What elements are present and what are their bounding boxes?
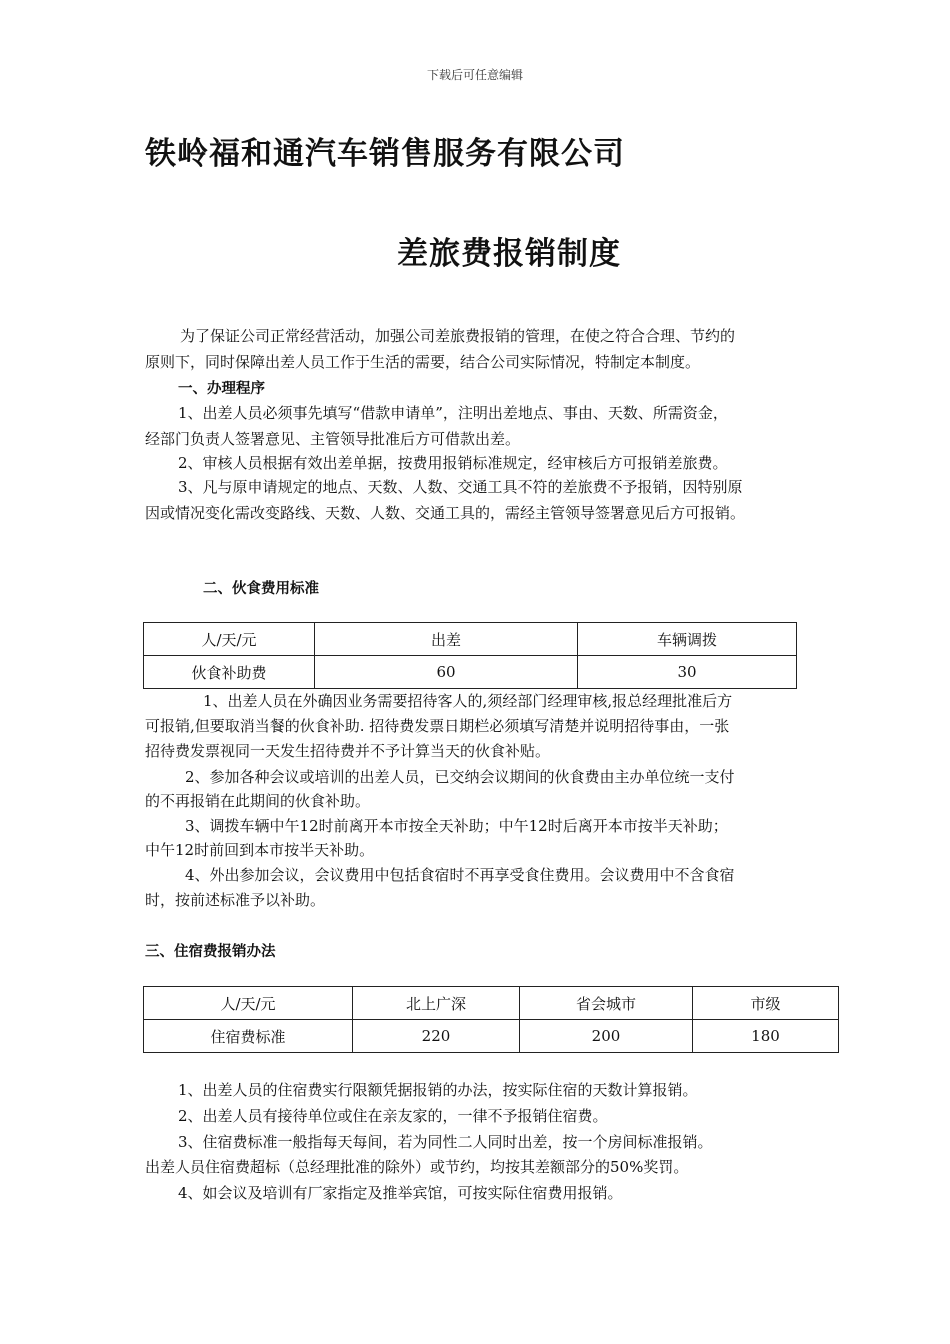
paragraph-line: 2、审核人员根据有效出差单据，按费用报销标准规定，经审核后方可报销差旅费。 xyxy=(178,454,728,472)
table-cell: 180 xyxy=(693,1020,839,1053)
paragraph-line: 出差人员住宿费超标（总经理批准的除外）或节约，均按其差额部分的50%奖罚。 xyxy=(145,1158,689,1176)
table-cell: 30 xyxy=(578,656,797,689)
table-cell: 220 xyxy=(353,1020,520,1053)
table-cell: 伙食补助费 xyxy=(144,656,315,689)
table-cell: 200 xyxy=(520,1020,693,1053)
table-cell: 出差 xyxy=(315,623,578,656)
document-title: 差旅费报销制度 xyxy=(397,236,621,272)
table-cell: 人/天/元 xyxy=(144,623,315,656)
paragraph-line: 可报销,但要取消当餐的伙食补助. 招待费发票日期栏必须填写清楚并说明招待事由，一张 xyxy=(145,717,730,735)
header-note: 下载后可任意编辑 xyxy=(426,68,523,82)
paragraph-line: 3、凡与原申请规定的地点、天数、人数、交通工具不符的差旅费不予报销，因特别原 xyxy=(178,478,743,496)
paragraph-line: 1、出差人员的住宿费实行限额凭据报销的办法，按实际住宿的天数计算报销。 xyxy=(178,1081,698,1099)
table-cell: 60 xyxy=(315,656,578,689)
paragraph-line: 时，按前述标准予以补助。 xyxy=(145,891,326,909)
section-heading-procedure: 一、办理程序 xyxy=(178,381,265,397)
meal-standard-table xyxy=(143,622,797,689)
table-row xyxy=(144,1020,839,1053)
table-cell: 省会城市 xyxy=(520,987,693,1020)
paragraph-line: 2、参加各种会议或培训的出差人员，已交纳会议期间的伙食费由主办单位统一支付 xyxy=(185,768,735,786)
table-row xyxy=(144,987,839,1020)
section-heading-meals: 二、伙食费用标准 xyxy=(203,581,319,597)
table-row xyxy=(144,623,797,656)
table-cell: 市级 xyxy=(693,987,839,1020)
paragraph-line: 4、外出参加会议，会议费用中包括食宿时不再享受食住费用。会议费用中不含食宿 xyxy=(185,866,735,884)
paragraph-line: 招待费发票视同一天发生招待费并不予计算当天的伙食补贴。 xyxy=(145,742,551,760)
section-heading-lodging: 三、住宿费报销办法 xyxy=(145,944,276,960)
paragraph-line: 3、调拨车辆中午12时前离开本市按全天补助；中午12时后离开本市按半天补助； xyxy=(185,817,728,835)
paragraph-line: 的不再报销在此期间的伙食补助。 xyxy=(145,792,371,810)
table-cell: 车辆调拨 xyxy=(578,623,797,656)
paragraph-line: 3、住宿费标准一般指每天每间，若为同性二人同时出差，按一个房间标准报销。 xyxy=(178,1133,713,1151)
paragraph-line: 1、出差人员在外确因业务需要招待客人的,须经部门经理审核,报总经理批准后方 xyxy=(203,692,733,710)
intro-line: 原则下，同时保障出差人员工作于生活的需要，结合公司实际情况，特制定本制度。 xyxy=(145,353,701,371)
table-cell: 人/天/元 xyxy=(144,987,353,1020)
paragraph-line: 经部门负责人签署意见、主管领导批准后方可借款出差。 xyxy=(145,430,521,448)
paragraph-line: 因或情况变化需改变路线、天数、人数、交通工具的，需经主管领导签署意见后方可报销。 xyxy=(145,504,746,522)
table-row xyxy=(144,656,797,689)
table-cell: 北上广深 xyxy=(353,987,520,1020)
paragraph-line: 1、出差人员必须事先填写“借款申请单”，注明出差地点、事由、天数、所需资金， xyxy=(178,404,728,422)
company-name: 铁岭福和通汽车销售服务有限公司 xyxy=(145,136,625,172)
table-cell: 住宿费标准 xyxy=(144,1020,353,1053)
intro-line: 为了保证公司正常经营活动，加强公司差旅费报销的管理，在使之符合合理、节约的 xyxy=(180,327,736,345)
paragraph-line: 4、如会议及培训有厂家指定及推举宾馆，可按实际住宿费用报销。 xyxy=(178,1184,623,1202)
lodging-standard-table xyxy=(143,986,839,1053)
paragraph-line: 2、出差人员有接待单位或住在亲友家的，一律不予报销住宿费。 xyxy=(178,1107,608,1125)
paragraph-line: 中午12时前回到本市按半天补助。 xyxy=(145,841,375,859)
